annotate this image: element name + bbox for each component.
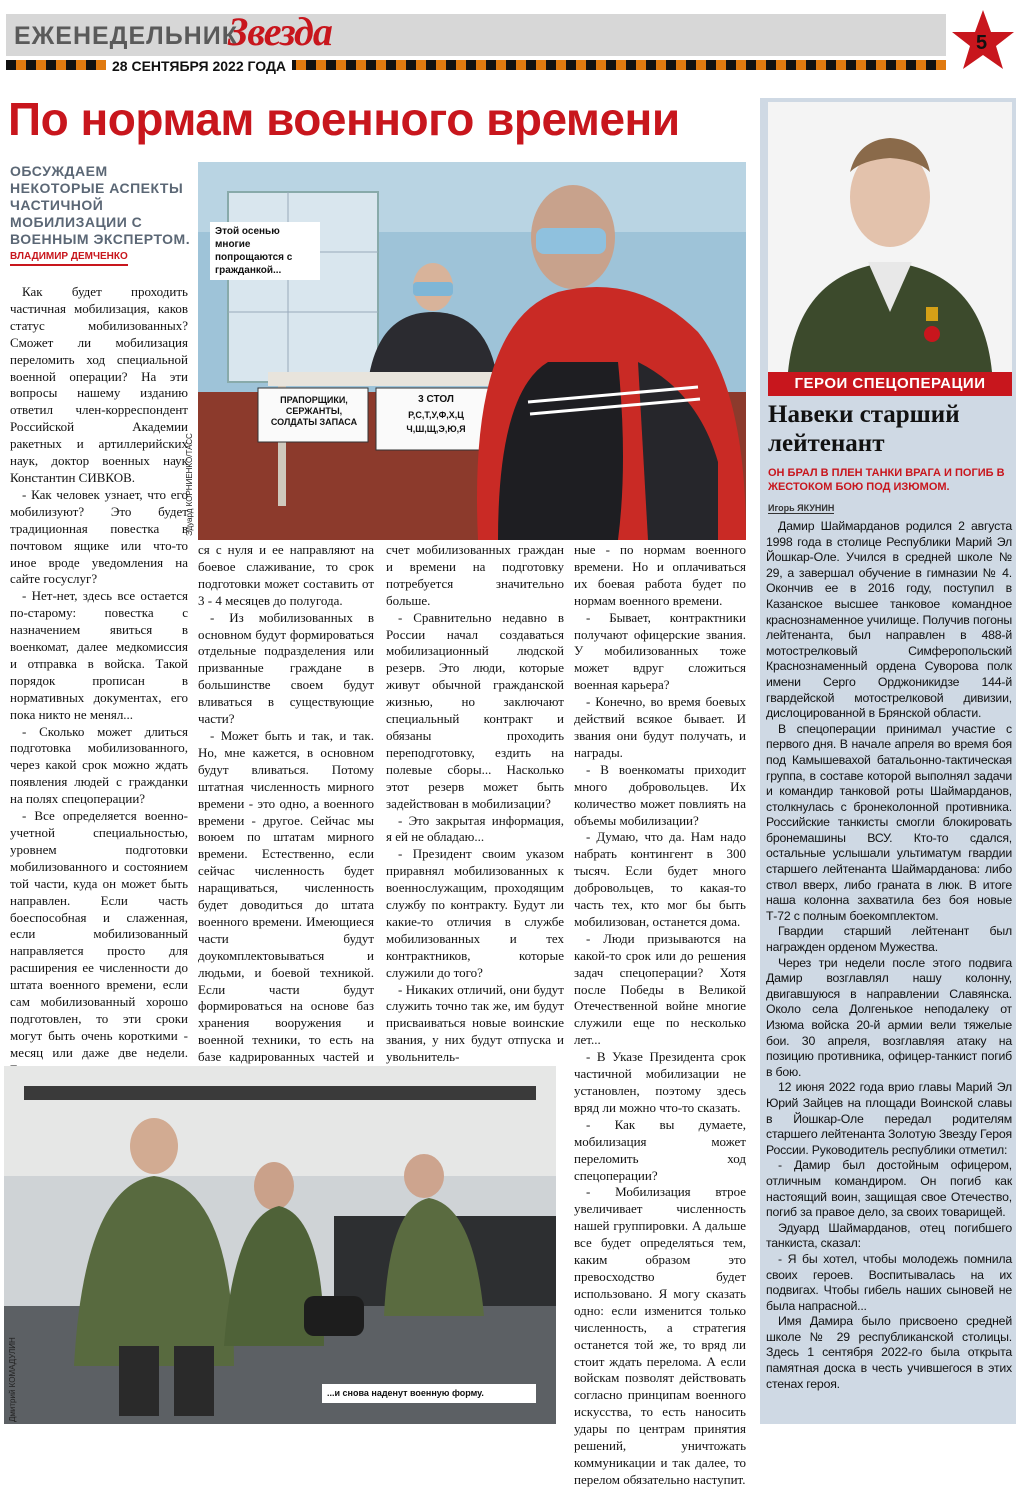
paragraph: - Сколько может длиться подготовка мобилизованного, через какой срок можно ждать появления людей с гражданки на полях спецоперации? (10, 723, 188, 807)
paragraph: - Люди призываются на какой-то срок или до решения задач спецоперации? Хотя после Победы в Великой Отечественной войне многие служили еще по несколько лет... (574, 930, 746, 1048)
paragraph: - В Указе Президента срок частичной мобилизации не установлен, поэтому здесь вряд ли можно что-то сказать. (574, 1049, 746, 1115)
portrait-illustration (768, 102, 1012, 372)
photo1-caption: Этой осенью многие попрощаются с гражданкой... (210, 222, 320, 280)
paragraph: Имя Дамира было присвоено средней школе № 29 республиканской столицы. Здесь 1 сентября 2022-го была открыта памятная доска в честь учившегося в этих стенах героя. (766, 1314, 1012, 1391)
paragraph: - Как человек узнает, что его мобилизуют? Это будет традиционная повестка в почтовом ящике или что-то иное вроде уведомления на сайте госуслуг? (10, 486, 188, 587)
paragraph: счет мобилизованных граждан и времени на подготовку потребуется значительно больше. (386, 542, 564, 608)
photo-soldiers-uniform (4, 1066, 556, 1424)
paragraph: - Дамир был достойным офицером, отличным командиром. Он погиб как настоящий воин, защищая свое Отечество, погиб за правое дело, за своих товарищей. (766, 1158, 1012, 1220)
article-column-3 (386, 542, 564, 1066)
photo2-credit: Дмитрий КОМАДУЛИН (8, 1337, 17, 1422)
article-column-4 (574, 542, 746, 1489)
paragraph: ся с нуля и ее направляют на боевое слаживание, то срок подготовки может составить от 3 - 4 месяцев до полугода. (198, 542, 374, 608)
paragraph: - Из мобилизованных в основном будут формироваться отдельные подразделения или призванные граждане в большинстве своем будут вливаться в существующие части? (198, 609, 374, 727)
paragraph: - Это закрытая информация, я ей не обладаю... (386, 812, 564, 845)
article-byline: ВЛАДИМИР ДЕМЧЕНКО (10, 251, 128, 266)
article-headline: По нормам военного времени (8, 93, 680, 145)
paragraph: - Сравнительно недавно в России начал создаваться мобилизационный людской резерв. Это люди, которые живут обычной гражданской жизнью, но заключают специальный контракт и обязаны проходить переподготовку, ездить на полевые сборы... Насколько этот резерв может быть задействован в мобилизации? (386, 609, 564, 811)
paragraph: - Мобилизация втрое увеличивает численность нашей группировки. А дальше все будет определяться тем, каким образом это превосходство будет использовано. Я могу сказать одно: если изменится только численность, а стратегия останется той же, то вряд ли стоит ждать перелома. А если войскам позволят действовать согласно принципам военного искусства, то есть наносить удары по центрам принятия решений, уничтожать коммуникации и так далее, то перелом обязательно наступит. (574, 1184, 746, 1487)
paragraph: - Президент своим указом приравнял мобилизованных к военнослужащим, проходящим службу по контракту. Будут ли какие-то отличия в службе мобилизованных и тех контрактников, которые служили до того? (386, 846, 564, 980)
paragraph: ные - по нормам военного времени. Но и оплачиваться их боевая работа будет по нормам военного времени. (574, 542, 746, 608)
paragraph: - Может быть и так, и так. Но, мне кажется, в основном будут вливаться. Потому штатная численность мирного времени - это одно, а военного времени - другое. Сейчас мы воюем по штатам мирного времени. Естественно, если сейчас численность будет наращиваться, численность будет доводиться до штата военного времени. Имеющиеся части будут доукомплектовываться и людьми, и боевой техникой. Если части будут формироваться на основе баз хранения вооружения и военной техники, то есть на базе кадрированных частей и (198, 727, 374, 1065)
paragraph: - Бывает, контрактники получают офицерские звания. У мобилизованных тоже может вдруг сложиться военная карьера? (574, 609, 746, 693)
paragraph: В спецоперации принимал участие с первого дня. В начале апреля во время боя под Камышевахой батальонно-тактическая группа, в составе которой выполнял задачи и командир танковой роты Шаймарданов, столкнулась с бронеколонной противника. Российские танкисты смогли блокировать бронемашины ВСУ. Кто-то сдался, остальные услышали ультиматум гвардии старшего лейтенанта Шаймарданова: либо ствол вверх, либо граната в люк. В итоге наша колонна захватила без боя новые Т-72 с полным боекомплектом. (766, 721, 1012, 923)
sidebar-byline: Игорь ЯКУНИН (768, 503, 835, 513)
paragraph: Эдуард Шаймарданов, отец погибшего танкиста, сказал: (766, 1220, 1012, 1251)
sidebar-subtitle: ОН БРАЛ В ПЛЕН ТАНКИ ВРАГА И ПОГИБ В ЖЕСТОКОМ БОЮ ПОД ИЗЮМОМ. (768, 467, 1005, 493)
paragraph: - Нет-нет, здесь все остается по-старому: повестка с назначением явиться в военкомат, далее медкомиссия и отправка в войска. Такой порядок прописан в нормативных документах, его пока никто не менял... (10, 588, 188, 722)
issue-date: 28 СЕНТЯБРЯ 2022 ГОДА (106, 58, 292, 74)
paragraph: - Все определяется военно-учетной специальностью, уровнем подготовки мобилизованного и состоянием той части, куда он может быть направлен. Если часть боеспособная и слаженная, если мобилизованный направляется просто для расширения ее численности до штата военного времени, если сам мобилизованный хорошо подготовлен, то эти сроки могут быть очень короткими - месяц или даже две недели. (10, 808, 188, 1060)
sidebar-title: Навеки старший лейтенант (768, 401, 960, 457)
paragraph: - Я бы хотел, чтобы молодежь помнила своих героев. Воспитывалась на их подвигах. Чтобы гибель наших сыновей не была напрасной... (766, 1251, 1012, 1313)
paragraph: Гвардии старший лейтенант был награжден орденом Мужества. (766, 924, 1012, 955)
paragraph: Как будет проходить частичная мобилизация, каков статус мобилизованных? Сможет ли мобилизация переломить ход специальной военной операции? На эти вопросы нашему изданию ответил член-корреспондент Российской Академии ракетных и артиллерийских наук, доктор военных наук Константин СИВКОВ. (10, 284, 188, 485)
photo2-caption: ...и снова наденут военную форму. (322, 1384, 536, 1403)
article-column-1 (10, 284, 188, 1079)
paragraph: - Конечно, во время боевых действий всякое бывает. И звания они будут получать, и награды. (574, 694, 746, 760)
photo-illustration (198, 162, 746, 540)
paragraph: 12 июня 2022 года врио главы Марий Эл Юрий Зайцев на площади Воинской славы в Йошкар-Оле передал родителям старшего лейтенанта Золотую Звезду Героя России. Руководитель республики отметил: (766, 1080, 1012, 1157)
sign-reservists: ПРАПОРЩИКИ, СЕРЖАНТЫ, СОЛДАТЫ ЗАПАСА (270, 395, 358, 427)
photo1-credit: Эдуард КОРНИЕНКО/ТАСС (185, 433, 194, 536)
header-weekly-label: ЕЖЕНЕДЕЛЬНИК (14, 22, 238, 50)
photo-mobilization-desk (198, 162, 746, 540)
article-lead: ОБСУЖДАЕМ НЕКОТОРЫЕ АСПЕКТЫ ЧАСТИЧНОЙ МОБИЛИЗАЦИИ С ВОЕННЫМ ЭКСПЕРТОМ. (10, 163, 191, 247)
newspaper-header (6, 8, 1016, 72)
rubric-banner: ГЕРОИ СПЕЦОПЕРАЦИИ (768, 372, 1012, 396)
photo-illustration (4, 1066, 556, 1424)
paragraph: Через три недели после этого подвига Дамир возглавлял нашу колонну, двигавшуюся в направлении Славянска. Около села Долгенькое неподалеку от Изюма войска 20-й армии вели тяжелые бои. 30 апреля, возглавляя атаку на позицию противника, офицер-танкист погиб в бою. (766, 955, 1012, 1079)
portrait-photo (768, 102, 1012, 372)
paragraph: - Как вы думаете, мобилизация может переломить ход спецоперации? (574, 1116, 746, 1183)
sign-table-3-letters: Р,С,Т,У,Ф,Х,Ц Ч,Ш,Щ,Э,Ю,Я (406, 410, 466, 434)
newspaper-logo: Звезда (228, 9, 332, 54)
paragraph: - В военкоматы приходит много добровольцев. Их количество может повлиять на объемы мобилизации? (574, 761, 746, 828)
paragraph: Дамир Шаймарданов родился 2 августа 1998 года в столице Республики Марий Эл Йошкар-Оле. Учился в средней школе № 29, а завершал обучение в гимназии № 4. Окончив ее в 2016 году, поступил в Казанское высшее танковое командное краснознаменное училище. Получив погоны лейтенанта, был направлен в 488-й мотострелковый Симферопольский Краснознаменный ордена Суворова полк имени Серго Орджоникидзе 144-й гвардейской мотострелковой дивизии, дислоцированной в Брянской области. (766, 519, 1012, 721)
page-number: 5 (976, 32, 988, 54)
paragraph: - Думаю, что да. Нам надо набрать контингент в 300 тысяч. Если будет много добровольцев, то какая-то часть тех, кто мог бы быть мобилизован, останется дома. (574, 829, 746, 929)
sidebar-body (766, 519, 1012, 1392)
article-column-2 (198, 542, 374, 1100)
paragraph: - Никаких отличий, они будут служить точно так же, им будут присваиваться новые воинские звания, у них будут отпуска и увольнитель- (386, 981, 564, 1065)
sign-table-3-title: 3 СТОЛ (418, 394, 454, 405)
